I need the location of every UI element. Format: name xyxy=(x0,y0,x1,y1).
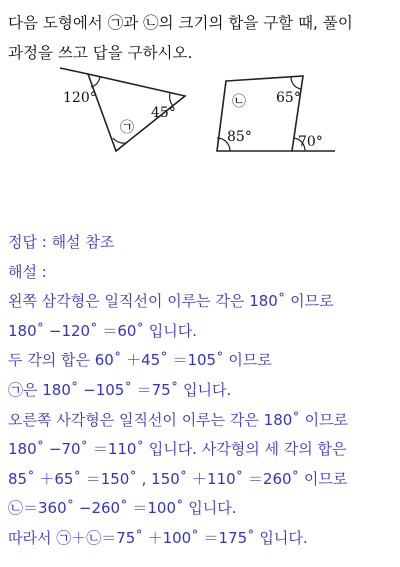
triangle-bottom-arc xyxy=(113,138,126,143)
triangle-extension-line xyxy=(60,68,88,74)
figure-svg xyxy=(40,58,370,158)
triangle-angle-label: 45° xyxy=(151,105,176,121)
quadrilateral-unknown-marker: ㉡ xyxy=(232,94,246,110)
question-line-2: 과정을 쓰고 답을 구하시오. xyxy=(8,44,193,62)
answer-line: 따라서 ㉠＋㉡＝75˚ ＋100˚ ＝175˚ 입니다. xyxy=(8,528,308,547)
quadrilateral-figure xyxy=(217,76,335,151)
answer-line: 해설 : xyxy=(8,262,47,281)
answer-line: 85˚ ＋65˚ ＝150˚ , 150˚ ＋110˚ ＝260˚ 이므로 xyxy=(8,469,348,488)
geometry-figure xyxy=(40,58,370,158)
answer-line: 180˚ −70˚ ＝110˚ 입니다. 사각형의 세 각의 합은 xyxy=(8,440,347,459)
answer-line: 180˚ −120˚ ＝60˚ 입니다. xyxy=(8,321,197,340)
answer-line: 두 각의 합은 60˚ ＋45˚ ＝105˚ 이므로 xyxy=(8,351,272,370)
quadrilateral-outer-angle-label: 70° xyxy=(298,134,323,150)
quadrilateral-bottom-angle-label: 85° xyxy=(227,129,252,145)
answer-line: 오른쪽 사각형은 일직선이 이루는 각은 180˚ 이므로 xyxy=(8,410,349,429)
triangle-outer-angle-label: 120° xyxy=(63,90,97,106)
answer-line: 왼쪽 삼각형은 일직선이 이루는 각은 180˚ 이므로 xyxy=(8,292,334,311)
answer-line: ㉠은 180˚ −105˚ ＝75˚ 입니다. xyxy=(8,380,232,399)
answer-line: ㉡＝360˚ −260˚ ＝100˚ 입니다. xyxy=(8,499,237,518)
quadrilateral-top-angle-label: 65° xyxy=(276,90,301,106)
answer-line: 정답 : 해설 참조 xyxy=(8,233,115,251)
answer-section xyxy=(8,228,400,554)
triangle-figure xyxy=(60,68,185,151)
question-line-1: 다음 도형에서 ㉠과 ㉡의 크기의 합을 구할 때, 풀이 xyxy=(8,14,353,32)
triangle-unknown-marker: ㉠ xyxy=(120,120,134,136)
quadrilateral-top-arc xyxy=(291,77,301,89)
